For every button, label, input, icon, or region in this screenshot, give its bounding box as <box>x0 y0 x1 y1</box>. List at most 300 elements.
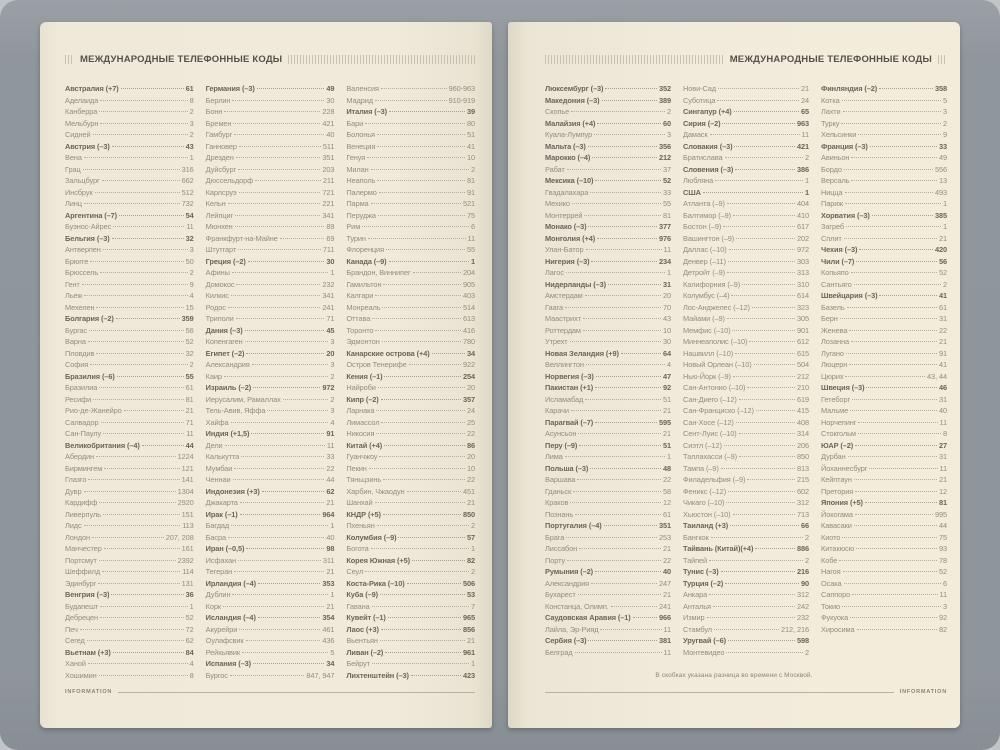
entry-code: 93 <box>938 544 947 553</box>
entry-name: Веллингтон <box>545 360 584 369</box>
dot-leader <box>385 652 461 653</box>
city-entry <box>65 417 194 429</box>
entry-code: 20 <box>662 291 671 300</box>
dot-leader <box>732 330 795 331</box>
dot-leader <box>595 387 661 388</box>
country-entry <box>206 325 335 337</box>
dot-leader <box>362 226 469 227</box>
entry-code: 780 <box>462 337 476 346</box>
entry-name: Оулафсвик <box>205 636 244 645</box>
entry-name: Гент <box>65 279 80 289</box>
dot-leader <box>239 146 321 147</box>
city-entry <box>65 509 194 521</box>
entry-code: 70 <box>662 302 671 312</box>
entry-code: 420 <box>934 245 947 254</box>
entry-name: Домокос <box>205 279 235 289</box>
dot-leader <box>596 376 661 377</box>
dot-leader <box>846 353 937 354</box>
city-entry <box>346 359 475 371</box>
city-entry <box>683 417 809 429</box>
city-entry <box>206 106 335 118</box>
entry-code: 2 <box>804 555 809 565</box>
entry-name: Ресифи <box>65 394 92 404</box>
city-entry <box>65 348 194 360</box>
entry-code: 31 <box>938 452 947 461</box>
entry-code: 21 <box>662 429 671 438</box>
city-entry <box>65 95 194 107</box>
dot-leader <box>578 594 661 595</box>
city-entry <box>821 95 947 107</box>
entry-name: Осака <box>821 578 842 588</box>
entry-name: США <box>683 187 701 197</box>
entry-name: Познань <box>545 509 574 519</box>
dot-leader <box>378 215 465 216</box>
entry-name: Мадрид <box>346 95 373 105</box>
dot-leader <box>231 422 329 423</box>
dot-leader <box>571 410 661 411</box>
city-entry <box>206 118 335 130</box>
city-entry <box>545 106 671 118</box>
dot-leader <box>730 525 799 526</box>
city-entry <box>346 428 475 440</box>
entry-name: Атланта (–9) <box>683 199 725 208</box>
entry-code: 30 <box>662 337 671 346</box>
dot-leader <box>242 652 328 653</box>
dot-leader <box>409 364 461 365</box>
entry-code: 80 <box>466 118 476 128</box>
entry-code: 113 <box>182 521 194 530</box>
entry-name: Измир <box>683 613 705 622</box>
entry-code: 12 <box>662 498 671 507</box>
city-entry <box>346 198 475 210</box>
dot-leader <box>742 284 795 285</box>
entry-name: Токио <box>821 601 841 611</box>
entry-name: Киото <box>821 532 841 542</box>
country-entry <box>545 348 671 360</box>
entry-name: Сан-Диего (–12) <box>683 394 737 404</box>
dot-leader <box>600 629 661 630</box>
dot-leader <box>870 146 937 147</box>
dot-leader <box>602 100 657 101</box>
entry-code: 595 <box>658 417 671 427</box>
city-entry <box>206 152 335 164</box>
dot-leader <box>411 675 461 676</box>
dot-leader <box>112 146 184 147</box>
entry-name: Вьентьян <box>346 636 378 645</box>
city-entry <box>346 164 475 176</box>
dot-leader <box>879 88 933 89</box>
entry-code: 81 <box>938 498 947 507</box>
city-entry <box>821 417 947 429</box>
country-entry <box>65 647 194 659</box>
city-entry <box>346 313 475 325</box>
entry-code: 905 <box>462 279 476 289</box>
country-entry <box>346 578 475 590</box>
dot-leader <box>575 652 662 653</box>
dot-leader <box>872 215 933 216</box>
city-entry <box>821 313 947 325</box>
entry-code: 69 <box>326 233 335 243</box>
city-entry <box>346 233 475 245</box>
city-entry <box>683 336 809 348</box>
entry-name: Португалия (–4) <box>545 521 602 530</box>
entry-name: Гвадалахара <box>545 187 589 197</box>
city-entry <box>206 359 335 371</box>
dot-leader <box>100 100 187 101</box>
city-entry <box>821 302 947 314</box>
dot-leader <box>113 652 184 653</box>
entry-code: 22 <box>662 475 671 484</box>
entry-name: Пекин <box>346 463 367 473</box>
dot-leader <box>240 502 325 503</box>
city-entry <box>545 164 671 176</box>
entry-code: 75 <box>466 210 476 220</box>
dot-leader <box>236 157 321 158</box>
city-entry <box>545 313 671 325</box>
city-entry <box>346 566 475 578</box>
dot-leader <box>376 433 465 434</box>
entry-code: 52 <box>185 613 194 622</box>
dot-leader <box>228 203 321 204</box>
entry-name: Ченнаи <box>205 475 231 484</box>
entry-name: Авиньон <box>821 153 850 162</box>
entry-code: 3 <box>942 107 947 116</box>
entry-code: 62 <box>326 486 335 496</box>
page-title: МЕЖДУНАРОДНЫЕ ТЕЛЕФОННЫЕ КОДЫ <box>729 53 932 65</box>
entry-code: 51 <box>466 130 476 139</box>
dot-leader <box>595 180 661 181</box>
entry-name: Харбин, Чжаодун <box>346 486 405 496</box>
entry-name: Дания (–3) <box>205 325 243 335</box>
dot-leader <box>384 376 461 377</box>
entry-name: Глазго <box>65 475 87 484</box>
entry-name: Родос <box>205 302 226 312</box>
city-entry <box>65 290 194 302</box>
city-entry <box>65 129 194 141</box>
entry-name: Дюссельдорф <box>205 176 254 185</box>
entry-name: Мехелен <box>65 302 95 312</box>
city-entry <box>545 474 671 486</box>
entry-code: 232 <box>796 613 809 622</box>
entry-code: 21 <box>938 337 947 346</box>
dot-leader <box>234 134 324 135</box>
entry-code: 31 <box>938 314 947 323</box>
codes-column <box>545 83 671 658</box>
dot-leader <box>594 134 665 135</box>
entry-name: Сингапур (+4) <box>683 107 732 116</box>
entry-code: 504 <box>796 360 809 369</box>
dot-leader <box>756 410 795 411</box>
entry-code: 91 <box>938 348 947 358</box>
entry-name: Сербия (–3) <box>545 636 587 645</box>
city-entry <box>821 394 947 406</box>
country-entry <box>65 589 194 601</box>
entry-name: Кейптаун <box>821 475 852 484</box>
entry-code: 514 <box>462 302 476 312</box>
dot-leader <box>381 399 461 400</box>
entry-code: 151 <box>181 509 194 519</box>
entry-name: Сплит <box>821 233 842 243</box>
city-entry <box>65 175 194 187</box>
entry-code: 98 <box>326 544 335 553</box>
city-entry <box>683 532 809 544</box>
entry-name: Дамаск <box>683 130 708 139</box>
entry-code: 410 <box>796 210 809 220</box>
entry-code: 41 <box>938 291 947 300</box>
entry-code: 43, 44 <box>927 371 947 381</box>
dot-leader <box>859 249 933 250</box>
entry-code: 32 <box>185 348 194 358</box>
entry-code: 82 <box>466 555 476 565</box>
entry-code: 61 <box>662 509 671 519</box>
entry-name: Канада (–9) <box>346 256 387 266</box>
city-entry <box>206 290 335 302</box>
dot-leader <box>726 652 803 653</box>
entry-code: 8 <box>189 670 194 680</box>
dot-leader <box>248 261 325 262</box>
city-entry <box>206 589 335 601</box>
entry-code: 3 <box>330 360 335 369</box>
entry-name: Парагвай (–7) <box>545 417 594 427</box>
page-header-right <box>545 52 947 66</box>
country-entry <box>545 233 671 245</box>
entry-name: Улан-Батор <box>545 245 584 254</box>
city-entry <box>683 244 809 256</box>
country-entry <box>545 279 671 291</box>
city-entry <box>821 325 947 337</box>
entry-name: Нигерия (–3) <box>545 256 590 266</box>
entry-code: 910-919 <box>448 95 476 105</box>
hatch-band-icon <box>65 55 74 64</box>
entry-name: Чехия (–3) <box>821 245 858 254</box>
dot-leader <box>567 560 661 561</box>
entry-name: Басра <box>205 532 227 542</box>
city-entry <box>821 175 947 187</box>
city-entry <box>206 187 335 199</box>
dot-leader <box>565 307 661 308</box>
dot-leader <box>728 640 795 641</box>
entry-code: 32 <box>185 233 194 243</box>
city-entry <box>206 95 335 107</box>
dot-leader <box>95 192 180 193</box>
city-entry <box>206 302 335 314</box>
entry-code: 91 <box>326 429 335 438</box>
dot-leader <box>267 410 328 411</box>
city-entry <box>206 624 335 636</box>
country-entry <box>683 106 809 118</box>
entry-code: 901 <box>796 325 809 335</box>
city-entry <box>821 428 947 440</box>
country-entry <box>545 635 671 647</box>
dot-leader <box>223 606 324 607</box>
entry-name: Коста-Рика (–10) <box>346 578 405 588</box>
dot-leader <box>380 640 465 641</box>
entry-name: Варшава <box>545 475 576 484</box>
entry-code: 11 <box>186 222 194 231</box>
entry-code: 34 <box>466 348 476 358</box>
dot-leader <box>234 468 324 469</box>
entry-name: Сидней <box>65 130 91 139</box>
city-entry <box>683 394 809 406</box>
entry-name: Бангкок <box>683 532 709 542</box>
city-entry <box>683 129 809 141</box>
entry-code: 341 <box>322 210 335 220</box>
city-entry <box>683 267 809 279</box>
country-entry <box>346 256 475 268</box>
entry-code: 416 <box>462 325 476 335</box>
dot-leader <box>241 456 324 457</box>
entry-code: 310 <box>796 279 809 289</box>
city-entry <box>683 95 809 107</box>
entry-code: 850 <box>462 509 476 519</box>
entry-code: 358 <box>934 84 947 93</box>
entry-code: 354 <box>322 613 335 622</box>
dot-leader <box>869 468 937 469</box>
entry-name: Иран (–0,5) <box>205 544 245 553</box>
entry-name: Канарские острова (+4) <box>346 348 430 358</box>
entry-name: Линц <box>65 199 82 208</box>
entry-code: 423 <box>462 670 476 680</box>
entry-code: 721 <box>322 187 335 197</box>
dot-leader <box>849 330 937 331</box>
entry-name: Пакистан (+1) <box>545 383 594 392</box>
entry-code: 47 <box>662 371 671 381</box>
country-entry <box>206 509 335 521</box>
dot-leader <box>597 238 657 239</box>
entry-name: Саппоро <box>821 590 851 599</box>
entry-code: 20 <box>326 348 335 358</box>
city-entry <box>65 152 194 164</box>
entry-code: 215 <box>796 475 809 484</box>
country-entry <box>65 83 194 95</box>
entry-name: Мемфис (–10) <box>683 325 731 335</box>
entry-code: 216 <box>796 567 809 576</box>
city-entry <box>683 198 809 210</box>
dot-leader <box>375 295 461 296</box>
city-entry <box>65 187 194 199</box>
dot-leader <box>709 560 803 561</box>
dot-leader <box>850 410 937 411</box>
entry-code: 8 <box>189 95 194 105</box>
entry-code: 2 <box>942 279 947 289</box>
entry-code: 81 <box>466 176 476 185</box>
entry-name: Турку <box>821 118 840 128</box>
city-entry <box>206 164 335 176</box>
entry-code: 359 <box>181 314 194 323</box>
city-entry <box>346 520 475 532</box>
entry-code: 21 <box>466 498 476 507</box>
entry-code: 352 <box>658 84 671 93</box>
dot-leader <box>710 134 800 135</box>
dot-leader <box>413 272 461 273</box>
dot-leader <box>224 111 320 112</box>
entry-code: 41 <box>938 360 947 369</box>
entry-code: 511 <box>322 141 335 151</box>
entry-name: Монако (–3) <box>545 222 587 231</box>
entry-name: Торонто <box>346 325 374 335</box>
entry-code: 40 <box>326 130 335 139</box>
dot-leader <box>851 180 937 181</box>
entry-code: 11 <box>801 130 809 139</box>
dot-leader <box>231 295 320 296</box>
dot-leader <box>93 399 183 400</box>
entry-name: Франкфурт-на-Майне <box>205 233 278 243</box>
entry-name: Эдмонтон <box>346 337 380 346</box>
entry-name: Претория <box>821 486 854 496</box>
entry-name: Монреаль <box>346 302 381 312</box>
country-entry <box>206 578 335 590</box>
entry-name: Лидс <box>65 521 82 530</box>
entry-code: 21 <box>466 636 476 645</box>
entry-code: 4 <box>189 659 194 668</box>
entry-name: Тампа (–9) <box>683 463 719 473</box>
entry-name: Дувр <box>65 486 82 496</box>
city-entry <box>346 175 475 187</box>
dot-leader <box>113 226 184 227</box>
entry-name: Корк <box>205 601 222 611</box>
dot-leader <box>739 456 795 457</box>
dot-leader <box>621 353 661 354</box>
entry-code: 713 <box>796 509 809 519</box>
dot-leader <box>100 123 187 124</box>
city-entry <box>65 463 194 475</box>
dot-leader <box>611 606 657 607</box>
dot-leader <box>82 284 188 285</box>
entry-code: 39 <box>466 107 476 116</box>
entry-code: 64 <box>662 348 671 358</box>
entry-code: 20 <box>466 452 476 461</box>
dot-leader <box>381 629 461 630</box>
dot-leader <box>722 123 795 124</box>
entry-name: Монтевидео <box>683 647 725 657</box>
entry-code: 403 <box>462 291 476 300</box>
entry-name: Греция (–2) <box>205 256 246 266</box>
entry-name: Вьетнам (+3) <box>65 647 111 657</box>
entry-name: Брандон, Виннипег <box>346 268 411 277</box>
entry-name: Александрия <box>205 360 250 369</box>
entry-name: Израиль (–2) <box>205 383 252 392</box>
dot-leader <box>597 123 661 124</box>
entry-name: Монтеррей <box>545 210 583 220</box>
entry-code: 30 <box>326 95 335 105</box>
city-entry <box>545 325 671 337</box>
country-entry <box>821 210 947 222</box>
dot-leader <box>232 272 329 273</box>
entry-name: Дели <box>205 440 223 450</box>
dot-leader <box>727 203 795 204</box>
entry-name: Индонезия (+3) <box>205 486 260 496</box>
city-entry <box>545 451 671 463</box>
city-entry <box>65 118 194 130</box>
city-entry <box>65 106 194 118</box>
entry-code: 21 <box>185 406 194 415</box>
country-entry <box>821 290 947 302</box>
dot-leader <box>736 422 795 423</box>
entry-name: Богота <box>346 544 369 553</box>
entry-name: Нагоя <box>821 567 841 576</box>
dot-leader <box>590 192 661 193</box>
country-entry <box>346 612 475 624</box>
dot-leader <box>728 261 795 262</box>
entry-code: 1 <box>804 187 809 197</box>
entry-code: 314 <box>796 429 809 438</box>
entry-code: 53 <box>466 590 476 599</box>
entry-name: Словакия (–3) <box>683 141 733 151</box>
entry-name: Корея Южная (+5) <box>346 555 411 565</box>
city-entry <box>206 635 335 647</box>
city-entry <box>65 555 194 567</box>
dot-leader <box>752 307 795 308</box>
